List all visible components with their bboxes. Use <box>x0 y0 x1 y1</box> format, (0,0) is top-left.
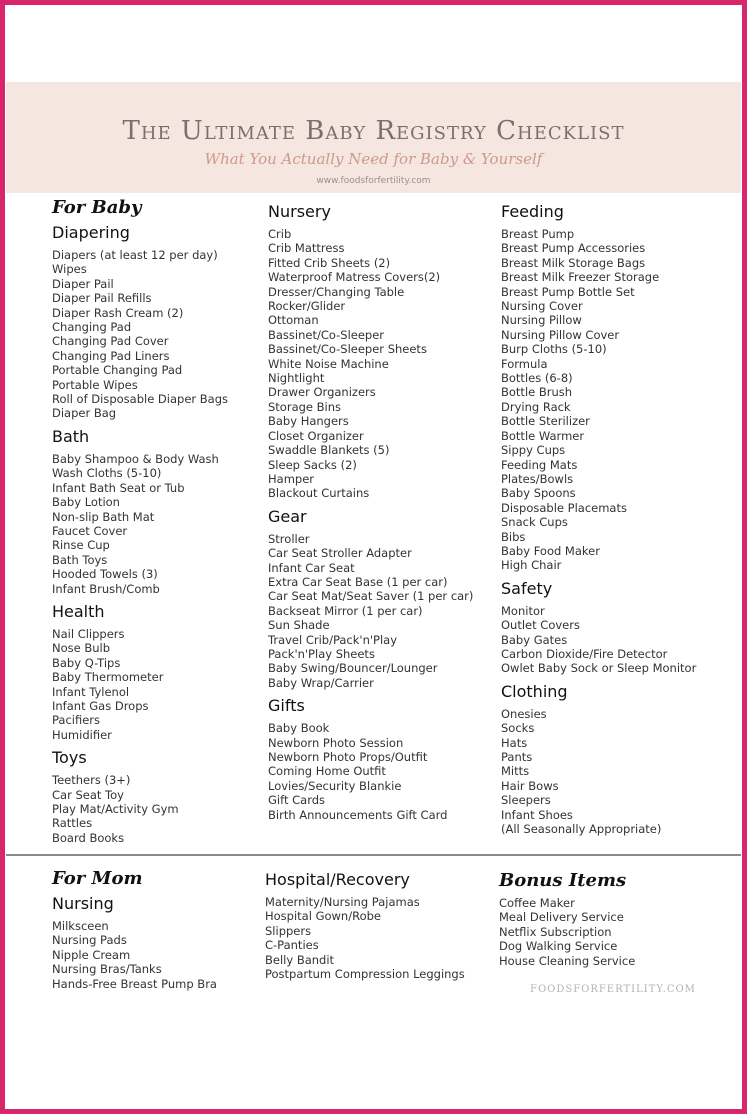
checklist-item: Netflix Subscription <box>499 924 612 939</box>
checklist-item: Changing Pad <box>52 320 132 335</box>
checklist-item: Meal Delivery Service <box>499 910 624 925</box>
checklist-item: Baby Lotion <box>52 495 120 510</box>
checklist-item: Maternity/Nursing Pajamas <box>265 895 420 909</box>
checklist-item: Hospital Gown/Robe <box>265 909 381 924</box>
checklist-item: Drying Rack <box>501 399 571 414</box>
checklist-item: Mitts <box>501 764 530 779</box>
for-mom-heading: For Mom <box>52 868 143 889</box>
checklist-item: Baby Q-Tips <box>52 655 121 670</box>
checklist-item: Roll of Disposable Diaper Bags <box>52 392 229 407</box>
checklist-item: Bassinet/Co-Sleeper <box>268 327 385 342</box>
section-feeding <box>501 202 696 573</box>
checklist-item: Portable Changing Pad <box>52 363 183 378</box>
checklist-item: Disposable Placemats <box>501 500 627 515</box>
checklist-item: Outlet Covers <box>501 618 580 633</box>
section-heading: Hospital/Recovery <box>265 870 410 889</box>
checklist-item: (All Seasonally Appropriate) <box>501 822 662 837</box>
checklist-item: Bottle Warmer <box>501 428 585 443</box>
checklist-item: Diaper Rash Cream (2) <box>52 305 184 320</box>
checklist-item: Pants <box>501 750 533 764</box>
checklist-item: Bottles (6-8) <box>501 371 573 386</box>
checklist-item: Infant Brush/Comb <box>52 581 160 596</box>
checklist-item: Nursing Pillow Cover <box>501 327 620 342</box>
checklist-item: Sleepers <box>501 793 551 808</box>
checklist-item: Nursing Pillow <box>501 313 582 328</box>
checklist-item: Car Seat Mat/Seat Saver (1 per car) <box>268 589 474 604</box>
checklist-item: Infant Shoes <box>501 807 573 822</box>
section-diapering <box>52 223 228 421</box>
checklist-item: Burp Cloths (5-10) <box>501 342 607 357</box>
checklist-item: Sleep Sacks (2) <box>268 457 357 472</box>
checklist-item: Ottoman <box>268 313 319 328</box>
checklist-item: Owlet Baby Sock or Sleep Monitor <box>501 661 697 676</box>
section-safety <box>501 579 696 676</box>
checklist-item: House Cleaning Service <box>499 953 636 968</box>
checklist-item: Carbon Dioxide/Fire Detector <box>501 646 668 661</box>
section-heading: Bath <box>52 426 90 446</box>
checklist-item: Pack'n'Play Sheets <box>268 646 375 661</box>
header-website: www.foodsforfertility.com <box>316 176 431 186</box>
checklist-item: Storage Bins <box>268 399 342 414</box>
checklist-item: Coffee Maker <box>499 896 575 910</box>
checklist-item: Drawer Organizers <box>268 385 376 400</box>
checklist-item: Breast Milk Freezer Storage <box>501 270 660 285</box>
section-gear <box>268 507 473 690</box>
section-clothing <box>501 682 696 837</box>
checklist-item: Stroller <box>268 531 310 546</box>
section-heading: Nursery <box>268 202 331 221</box>
for-baby-heading: For Baby <box>52 197 142 218</box>
checklist-item: Breast Milk Storage Bags <box>501 255 646 270</box>
checklist-item: Baby Wrap/Carrier <box>268 675 374 690</box>
checklist-item: White Noise Machine <box>268 356 389 371</box>
checklist-item: Dog Walking Service <box>499 939 618 954</box>
checklist-item: Infant Car Seat <box>268 560 355 575</box>
checklist-item: Breast Pump Bottle Set <box>501 284 635 299</box>
checklist-item: Faucet Cover <box>52 523 128 538</box>
bonus-items-heading: Bonus Items <box>499 870 627 891</box>
checklist-item: Teethers (3+) <box>52 773 131 788</box>
section-heading: Nursing <box>52 894 114 913</box>
checklist-item: Bottle Sterilizer <box>501 414 590 429</box>
checklist-item: Belly Bandit <box>265 952 335 967</box>
checklist-item: Infant Bath Seat or Tub <box>52 480 185 495</box>
checklist-item: Hats <box>501 735 528 750</box>
checklist-item: Nail Clippers <box>52 626 125 641</box>
section-gifts <box>268 696 473 822</box>
baby-column-left <box>52 197 228 845</box>
checklist-item: Blackout Curtains <box>268 486 370 501</box>
checklist-item: Baby Thermometer <box>52 670 164 685</box>
checklist-item: Pacifiers <box>52 713 101 728</box>
checklist-item: Baby Food Maker <box>501 543 600 558</box>
checklist-item: Nightlight <box>268 371 325 386</box>
section-heading: Safety <box>501 578 553 598</box>
checklist-item: Gift Cards <box>268 793 326 808</box>
checklist-item: Board Books <box>52 830 125 845</box>
mom-column-middle <box>265 870 465 981</box>
section-health <box>52 602 228 742</box>
baby-column-right <box>501 202 696 836</box>
section-heading: Diapering <box>52 223 130 242</box>
section-heading: Clothing <box>501 681 568 701</box>
footer-website: FOODSFORFERTILITY.COM <box>530 984 696 995</box>
checklist-item: Slippers <box>265 923 312 938</box>
section-heading: Toys <box>52 748 87 768</box>
page-subtitle: What You Actually Need for Baby & Yourself <box>204 150 543 168</box>
checklist-item: Wash Cloths (5-10) <box>52 466 162 481</box>
section-toys <box>52 748 228 845</box>
checklist-item: Breast Pump <box>501 227 575 241</box>
section-bonus-items <box>499 896 635 968</box>
checklist-item: Nipple Cream <box>52 947 131 962</box>
checklist-item: Snack Cups <box>501 515 568 530</box>
baby-column-middle <box>268 202 473 822</box>
checklist-item: Non-slip Bath Mat <box>52 509 155 524</box>
checklist-item: Extra Car Seat Base (1 per car) <box>268 574 448 589</box>
checklist-item: Diaper Pail <box>52 276 114 291</box>
checklist-item: Baby Swing/Bouncer/Lounger <box>268 661 438 676</box>
checklist-item: Sippy Cups <box>501 443 566 458</box>
checklist-item: Hamper <box>268 471 314 486</box>
mom-column-right <box>499 870 635 968</box>
checklist-item: Humidifier <box>52 727 112 742</box>
checklist-item: Crib Mattress <box>268 241 345 256</box>
checklist-item: Rocker/Glider <box>268 299 346 314</box>
section-nursing <box>52 894 217 991</box>
checklist-item: Diaper Pail Refills <box>52 291 152 306</box>
checklist-item: Onesies <box>501 706 547 721</box>
checklist-item: Newborn Photo Session <box>268 735 404 750</box>
checklist-item: Milksceen <box>52 919 109 933</box>
checklist-item: Coming Home Outfit <box>268 764 386 779</box>
checklist-item: Play Mat/Activity Gym <box>52 802 179 816</box>
section-heading: Feeding <box>501 202 564 221</box>
checklist-item: Bottle Brush <box>501 385 573 400</box>
checklist-item: Birth Announcements Gift Card <box>268 807 448 822</box>
checklist-item: Swaddle Blankets (5) <box>268 443 390 458</box>
checklist-item: Infant Gas Drops <box>52 698 149 713</box>
checklist-item: Nursing Bras/Tanks <box>52 962 162 977</box>
section-heading: Gifts <box>268 696 305 716</box>
checklist-item: Postpartum Compression Leggings <box>265 967 465 982</box>
checklist-item: Breast Pump Accessories <box>501 241 646 256</box>
checklist-item: C-Panties <box>265 938 319 953</box>
checklist-item: Socks <box>501 721 535 736</box>
checklist-item: Infant Tylenol <box>52 684 130 699</box>
checklist-item: Monitor <box>501 603 545 618</box>
checklist-item: Changing Pad Cover <box>52 334 169 349</box>
checklist-item: Nose Bulb <box>52 641 111 656</box>
checklist-item: Baby Gates <box>501 632 568 647</box>
checklist-item: Bath Toys <box>52 552 108 567</box>
checklist-item: Diapers (at least 12 per day) <box>52 248 218 262</box>
checklist-item: Hooded Towels (3) <box>52 567 158 582</box>
checklist-item: Crib <box>268 227 292 241</box>
section-bath <box>52 427 228 596</box>
checklist-item: Baby Book <box>268 721 330 736</box>
checklist-item: Baby Shampoo & Body Wash <box>52 451 219 466</box>
checklist-item: Nursing Pads <box>52 933 127 948</box>
checklist-item: Formula <box>501 356 548 371</box>
checklist-item: Portable Wipes <box>52 377 138 392</box>
checklist-item: Hands-Free Breast Pump Bra <box>52 976 217 991</box>
section-hospital-recovery <box>265 870 465 981</box>
checklist-item: Dresser/Changing Table <box>268 284 405 299</box>
checklist-item: High Chair <box>501 558 562 573</box>
checklist-item: Changing Pad Liners <box>52 348 170 363</box>
checklist-item: Rattles <box>52 816 93 831</box>
mom-column-left <box>52 868 217 991</box>
page-title: The Ultimate Baby Registry Checklist <box>122 116 625 146</box>
checklist-item: Wipes <box>52 262 87 277</box>
checklist-item: Baby Hangers <box>268 414 349 429</box>
checklist-item: Car Seat Toy <box>52 787 124 802</box>
checklist-item: Rinse Cup <box>52 538 110 553</box>
checklist-item: Plates/Bowls <box>501 471 574 486</box>
checklist-item: Backseat Mirror (1 per car) <box>268 603 423 618</box>
checklist-item: Bassinet/Co-Sleeper Sheets <box>268 342 427 357</box>
section-divider <box>6 854 741 856</box>
section-heading: Health <box>52 601 105 621</box>
checklist-item: Waterproof Matress Covers(2) <box>268 270 441 285</box>
checklist-item: Nursing Cover <box>501 299 583 314</box>
checklist-item: Sun Shade <box>268 618 330 633</box>
checklist-item: Newborn Photo Props/Outfit <box>268 750 428 764</box>
checklist-item: Baby Spoons <box>501 486 576 501</box>
checklist-item: Feeding Mats <box>501 457 578 472</box>
checklist-item: Fitted Crib Sheets (2) <box>268 255 391 270</box>
checklist-item: Bibs <box>501 529 526 544</box>
checklist-item: Car Seat Stroller Adapter <box>268 546 412 561</box>
checklist-item: Lovies/Security Blankie <box>268 778 402 793</box>
checklist-item: Hair Bows <box>501 778 559 793</box>
section-heading: Gear <box>268 506 307 526</box>
checklist-item: Closet Organizer <box>268 428 364 443</box>
checklist-item: Diaper Bag <box>52 406 117 421</box>
section-nursery <box>268 202 473 501</box>
checklist-item: Travel Crib/Pack'n'Play <box>268 632 398 647</box>
